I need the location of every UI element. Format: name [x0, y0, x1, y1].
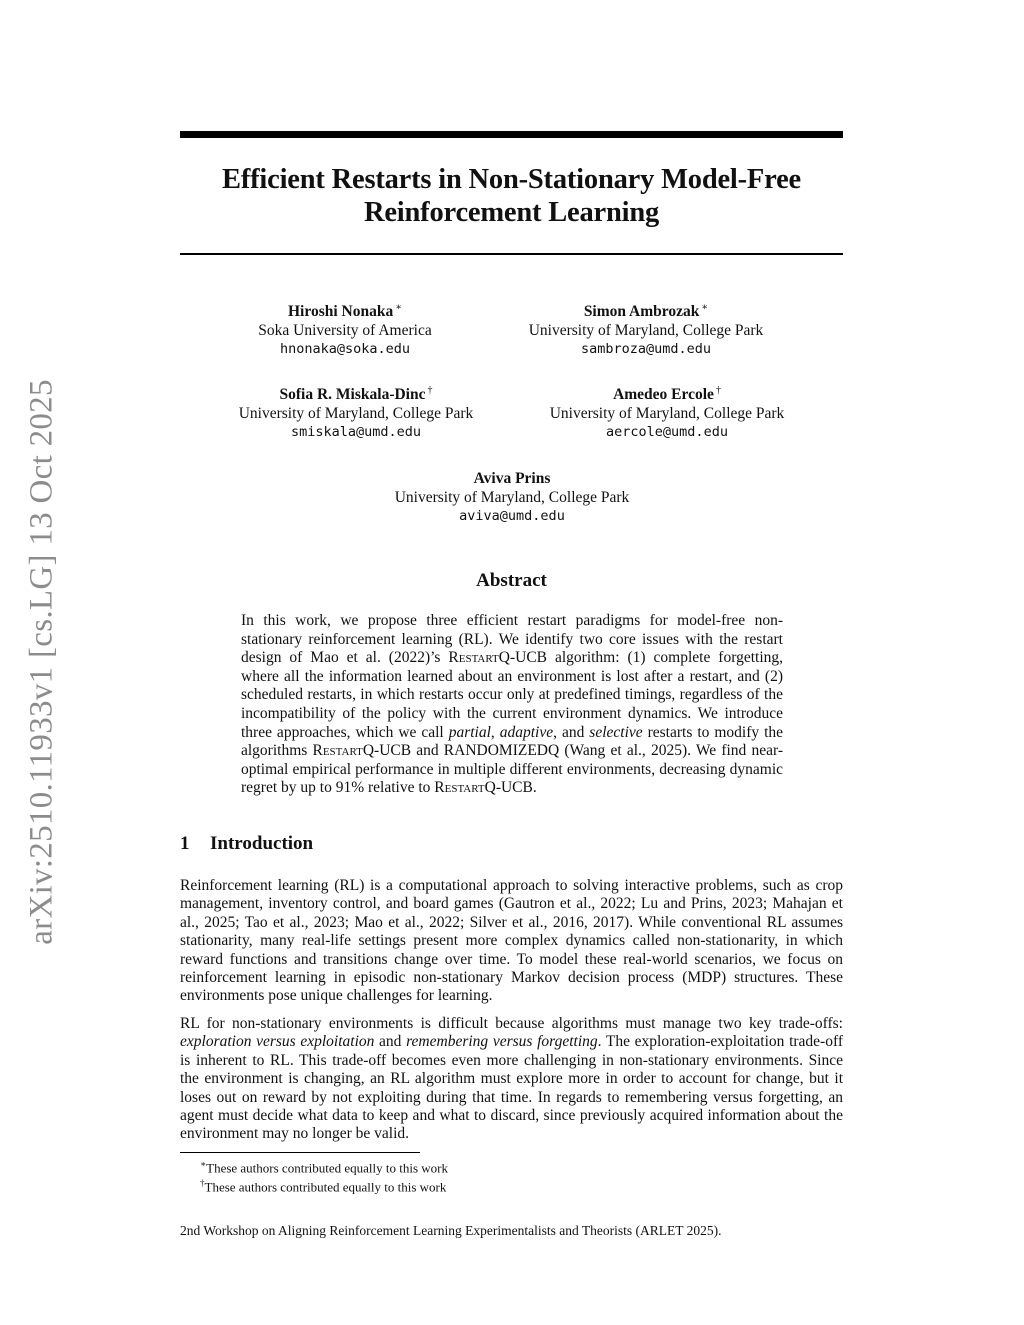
title-bottom-rule — [180, 253, 843, 255]
section-number: 1 — [180, 833, 190, 854]
author-name: Sofia R. Miskala-Dinc — [279, 386, 426, 403]
footnote-1: ∗These authors contributed equally to this work — [200, 1159, 449, 1176]
paper-title — [180, 163, 843, 229]
author-name: Aviva Prins — [473, 470, 551, 487]
algorithm-name: Restart — [434, 779, 485, 797]
author-mark: † — [715, 384, 721, 396]
venue-footer: 2nd Workshop on Aligning Reinforcement Learning Experimentalists and Theorists (ARLET 2025). — [180, 1223, 722, 1238]
author-email: sambroza@umd.edu — [580, 341, 712, 357]
author-name: Hiroshi Nonaka — [287, 303, 394, 320]
abstract-body: In this work, we propose three efficient restart paradigms for model-free non-stationary reinforcement learning (RL). We identify two core issues with the restart design of Mao et al. (2022)’s RestartQ-UCB algorithm: (1) complete forgetting, where all the information learned about an environment is lost after a restart, and (2) scheduled restarts, in which restarts occur only at predefined timings, regardless of the incompatibility of the policy with the current environment dynamics. We introduce three approaches, which we call partial, adaptive, and selective restarts to modify the algorithms RestartQ-UCB and RANDOMIZEDQ (Wang et al., 2025). We find near-optimal empirical performance in multiple different environments, decreasing dynamic regret by up to 91% relative to RestartQ-UCB. — [241, 612, 784, 797]
author-affiliation: University of Maryland, College Park — [549, 405, 785, 422]
author-name: Amedeo Ercole — [613, 386, 714, 403]
author-affiliation: University of Maryland, College Park — [528, 322, 764, 339]
title-top-rule — [180, 131, 843, 138]
abstract-heading: Abstract — [476, 570, 547, 591]
algorithm-name: Restart — [448, 649, 499, 667]
title-line-1: Efficient Restarts in Non-Stationary Model-Free — [222, 164, 801, 195]
author-email: hnonaka@soka.edu — [279, 341, 411, 357]
author-block-2 — [511, 302, 781, 359]
author-block-4 — [532, 385, 802, 442]
footnote-2: †These authors contributed equally to this work — [200, 1178, 447, 1195]
author-email: aviva@umd.edu — [459, 508, 565, 524]
footnote-rule — [180, 1152, 420, 1153]
author-email: smiskala@umd.edu — [290, 424, 422, 440]
author-block-5 — [362, 469, 662, 526]
title-line-2: Reinforcement Learning — [363, 197, 660, 228]
author-affiliation: University of Maryland, College Park — [238, 405, 474, 422]
author-block-1 — [220, 302, 470, 359]
author-affiliation: Soka University of America — [258, 322, 432, 339]
author-affiliation: University of Maryland, College Park — [394, 489, 630, 506]
author-mark: ∗ — [701, 301, 709, 313]
author-email: aercole@umd.edu — [606, 424, 728, 440]
arxiv-identifier: arXiv:2510.11933v1 [cs.LG] 13 Oct 2025 — [23, 379, 60, 945]
author-mark: † — [427, 384, 433, 396]
section-heading — [180, 833, 313, 855]
algorithm-name: Restart — [312, 742, 363, 760]
intro-paragraph-2: RL for non-stationary environments is difficult because algorithms must manage two key trade-offs: exploration versus exploitation and remembering versus forgetting. The exploration-exploitation trade-off is inherent to RL. This trade-off becomes even more challenging in non-stationary environments. Since the environment is changing, an RL algorithm must explore more in order to account for change, but it loses out on reward by not exploiting during that time. In regards to remembering versus forgetting, an agent must decide what data to keep and what to discard, since previously acquired information about the environment may no longer be valid. — [180, 1015, 844, 1143]
section-title: Introduction — [210, 833, 314, 854]
author-block-3 — [221, 385, 491, 442]
author-name: Simon Ambrozak — [583, 303, 700, 320]
intro-paragraph-1: Reinforcement learning (RL) is a computational approach to solving interactive problems, such as crop management, inventory control, and board games (Gautron et al., 2022; Lu and Prins, 2023; Mahajan et al., 2025; Tao et al., 2023; Mao et al., 2022; Silver et al., 2016, 2017). While conventional RL assumes stationarity, many real-life settings present more complex dynamics called non-stationarity, in which reward functions and transitions change over time. To model these real-world scenarios, we focus on reinforcement learning in episodic non-stationary Markov decision process (MDP) structures. These environments pose unique challenges for learning. — [180, 877, 843, 1005]
author-mark: ∗ — [395, 301, 403, 313]
